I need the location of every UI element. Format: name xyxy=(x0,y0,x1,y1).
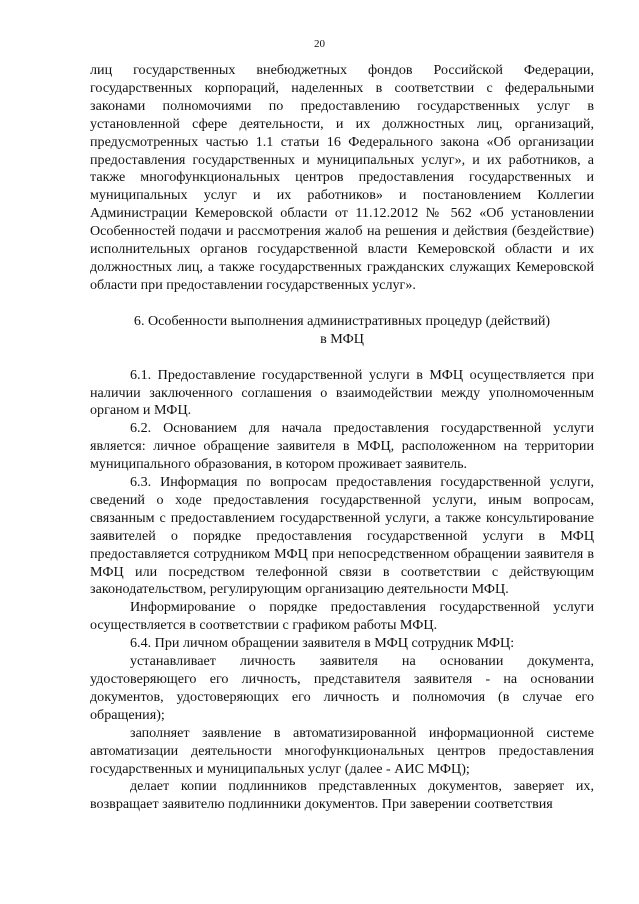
paragraph-informing: Информирование о порядке предоставления государственной услуги осуществляется в соответствии с графиком работы МФЦ. xyxy=(90,599,594,634)
section-heading-line-1: 6. Особенности выполнения административных процедур (действий) xyxy=(133,312,551,329)
paragraph-6-2: 6.2. Основанием для начала предоставления государственной услуги является: личное обращение заявителя в МФЦ, расположенном на территории муниципального образования, в котором проживает заявитель. xyxy=(90,420,594,473)
page-number: 20 xyxy=(314,38,325,50)
section-heading-line-2: в МФЦ xyxy=(320,330,364,347)
paragraph-copies: делает копии подлинников представленных документов, заверяет их, возвращает заявителю подлинники документов. При заверении соответствия xyxy=(90,778,594,813)
paragraph-6-1: 6.1. Предоставление государственной услуги в МФЦ осуществляется при наличии заключенного соглашения о взаимодействии между уполномоченным органом и МФЦ. xyxy=(90,366,594,419)
paragraph-6-3: 6.3. Информация по вопросам предоставления государственной услуги, сведений о ходе предоставления государственной услуги, иным вопросам, связанным с предоставлением государственной услуги, а также консультирование заявителей о порядке предоставления государственной услуги в МФЦ предоставляется сотрудником МФЦ при непосредственном обращении заявителя в МФЦ или посредством телефонной связи в соответствии с действующим законодательством, регулирующим организацию деятельности МФЦ. xyxy=(90,474,594,598)
intro-paragraph: лиц государственных внебюджетных фондов Российской Федерации, государственных корпораций, наделенных в соответствии с федеральными законами полномочиями по предоставлению государственных услуг в установленной сфере деятельности, и их должностных лиц, организаций, предусмотренных частью 1.1 статьи 16 Федерального закона «Об организации предоставления государственных и муниципальных услуг», и их работников, а также многофункциональных центров предоставления государственных и муниципальных услуг и их работников» и постановлением Коллегии Администрации Кемеровской области от 11.12.2012 № 562 «Об установлении Особенностей подачи и рассмотрения жалоб на решения и действия (бездействие) исполнительных органов государственной власти Кемеровской области и их должностных лиц, а также государственных гражданских служащих Кемеровской области при предоставлении государственных услуг». xyxy=(90,62,594,293)
section-heading xyxy=(90,313,594,349)
document-body xyxy=(90,62,594,814)
paragraph-6-4: 6.4. При личном обращении заявителя в МФЦ сотрудник МФЦ: xyxy=(130,635,515,652)
paragraph-application: заполняет заявление в автоматизированной информационной системе автоматизации деятельности многофункциональных центров предоставления государственных и муниципальных услуг (далее - АИС МФЦ); xyxy=(90,724,594,777)
paragraph-identity: устанавливает личность заявителя на основании документа, удостоверяющего его личность, представителя заявителя - на основании документов, удостоверяющих его личность и полномочия (в случае его обращения); xyxy=(90,653,594,723)
